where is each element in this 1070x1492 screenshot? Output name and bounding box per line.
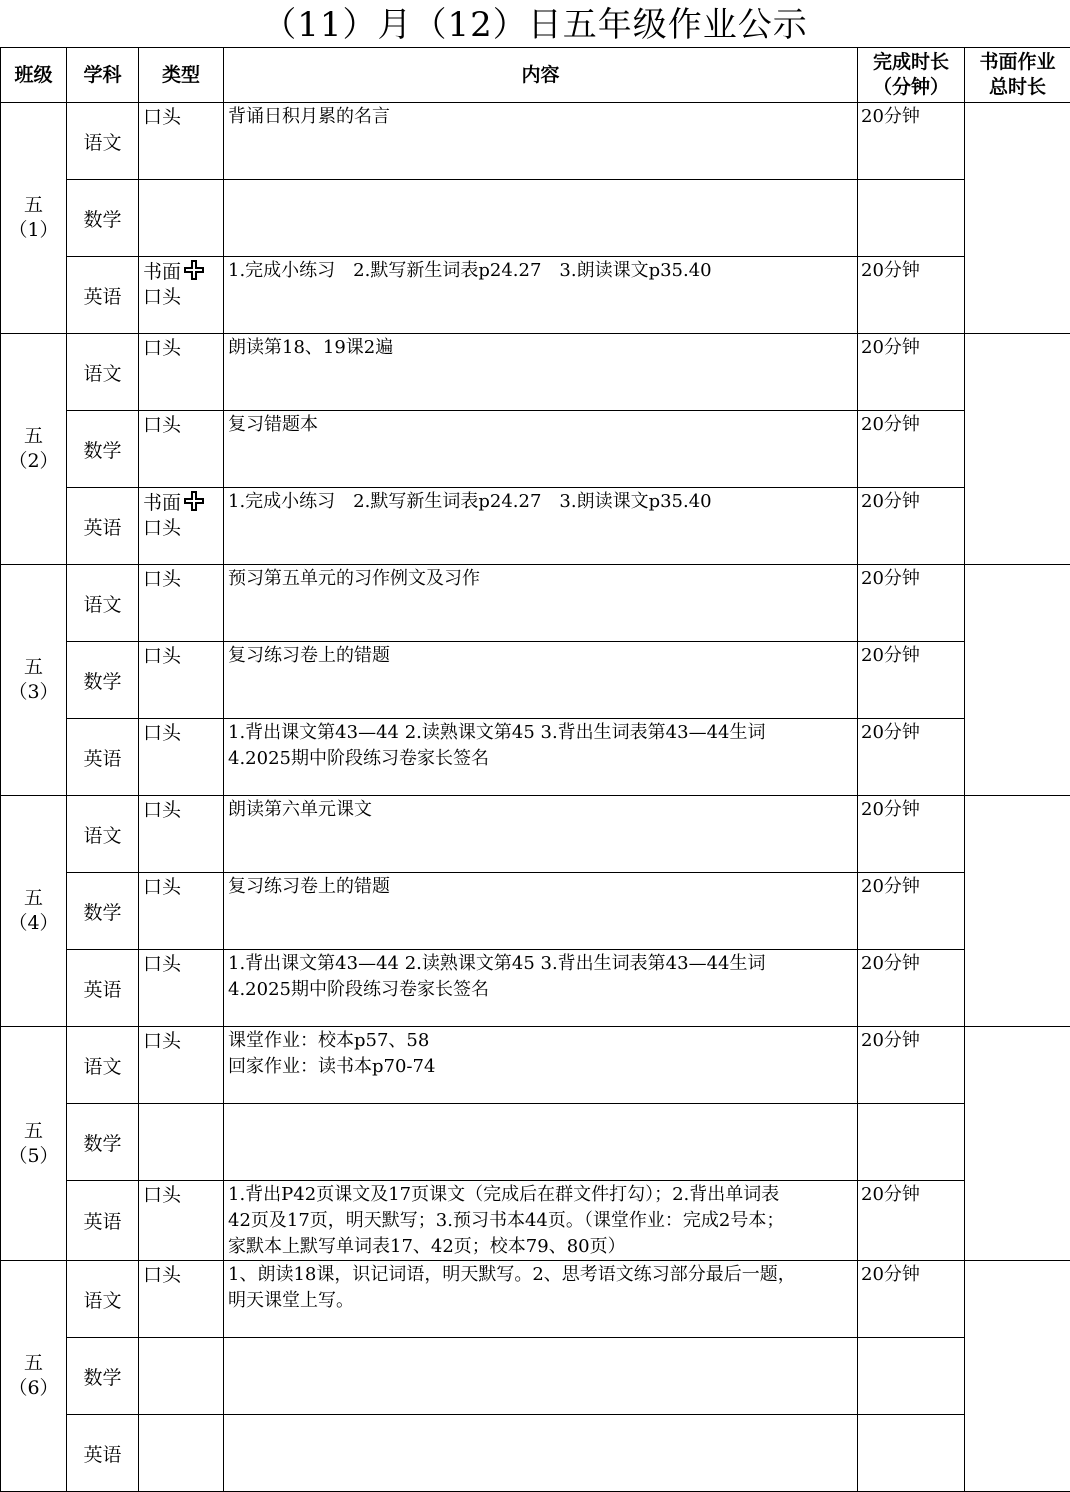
class-cell (1, 334, 67, 565)
content-cell (224, 180, 858, 257)
subject-cell: 数学 (67, 642, 139, 719)
subject-cell: 语文 (67, 1027, 139, 1104)
table-row (1, 719, 1070, 796)
table-row (1, 565, 1070, 642)
header-total-line2: 总时长 (965, 75, 1070, 100)
subject-cell: 数学 (67, 411, 139, 488)
content-line: 复习练习卷上的错题 (228, 643, 853, 669)
type-cell (139, 642, 224, 719)
content-cell (224, 796, 858, 873)
duration-cell (858, 180, 965, 257)
type-label: 书面 (143, 261, 181, 283)
type-label: 口头 (143, 876, 181, 898)
content-line: 家默本上默写单词表17、42页；校本79、80页） (228, 1234, 853, 1260)
subject-cell: 语文 (67, 796, 139, 873)
type-cell (139, 1027, 224, 1104)
duration-cell: 20分钟 (858, 796, 965, 873)
class-grade: 五 (1, 886, 66, 911)
content-cell (224, 565, 858, 642)
type-label: 口头 (143, 722, 181, 744)
subject-cell: 语文 (67, 103, 139, 180)
total-cell (965, 796, 1070, 1027)
content-cell (224, 1181, 858, 1261)
type-label: 口头 (143, 337, 181, 359)
content-line: 朗读第18、19课2遍 (228, 335, 853, 361)
type-cell (139, 334, 224, 411)
type-label: 口头 (143, 1184, 181, 1206)
table-row (1, 1338, 1070, 1415)
class-grade: 五 (1, 1351, 66, 1376)
content-cell (224, 1415, 858, 1492)
duration-cell: 20分钟 (858, 334, 965, 411)
header-subject: 学科 (67, 48, 139, 103)
subject-cell: 英语 (67, 950, 139, 1027)
subject-cell: 英语 (67, 1415, 139, 1492)
content-cell (224, 950, 858, 1027)
type-cell (139, 180, 224, 257)
content-cell (224, 1104, 858, 1181)
header-content: 内容 (224, 48, 858, 103)
class-grade: 五 (1, 1119, 66, 1144)
content-cell (224, 488, 858, 565)
subject-cell: 语文 (67, 1261, 139, 1338)
duration-cell: 20分钟 (858, 411, 965, 488)
subject-cell: 数学 (67, 180, 139, 257)
type-label: 口头 (143, 568, 181, 590)
content-cell (224, 719, 858, 796)
duration-cell (858, 1415, 965, 1492)
type-label: 口头 (143, 953, 181, 975)
content-cell (224, 257, 858, 334)
header-duration-line2: （分钟） (858, 75, 964, 100)
total-cell (965, 334, 1070, 565)
duration-cell: 20分钟 (858, 642, 965, 719)
type-label: 口头 (143, 1030, 181, 1052)
class-number: （5） (1, 1144, 66, 1169)
type-cell (139, 257, 224, 334)
duration-cell: 20分钟 (858, 950, 965, 1027)
subject-cell: 语文 (67, 565, 139, 642)
content-cell (224, 1261, 858, 1338)
duration-cell (858, 1104, 965, 1181)
class-cell (1, 103, 67, 334)
content-line: 背诵日积月累的名言 (228, 104, 853, 130)
header-class: 班级 (1, 48, 67, 103)
type-cell (139, 950, 224, 1027)
type-cell (139, 1181, 224, 1261)
header-type: 类型 (139, 48, 224, 103)
type-label-secondary: 口头 (143, 516, 223, 541)
content-line: 朗读第六单元课文 (228, 797, 853, 823)
content-line: 1.完成小练习 2.默写新生词表p24.27 3.朗读课文p35.40 (228, 489, 853, 515)
class-number: （4） (1, 911, 66, 936)
table-row (1, 873, 1070, 950)
table-row (1, 642, 1070, 719)
table-row (1, 796, 1070, 873)
table-row (1, 103, 1070, 180)
content-cell (224, 1027, 858, 1104)
table-row (1, 1104, 1070, 1181)
content-line: 4.2025期中阶段练习卷家长签名 (228, 977, 853, 1003)
type-cell (139, 488, 224, 565)
table-row (1, 488, 1070, 565)
total-cell (965, 565, 1070, 796)
type-label-secondary: 口头 (143, 285, 223, 310)
type-label: 口头 (143, 106, 181, 128)
type-label: 书面 (143, 492, 181, 514)
content-line: 1.背出课文第43—44 2.读熟课文第45 3.背出生词表第43—44生词 (228, 951, 853, 977)
content-cell (224, 411, 858, 488)
content-line: 复习练习卷上的错题 (228, 874, 853, 900)
plus-icon (183, 490, 205, 512)
class-cell (1, 1261, 67, 1492)
subject-cell: 数学 (67, 873, 139, 950)
total-cell (965, 103, 1070, 334)
duration-cell: 20分钟 (858, 719, 965, 796)
plus-icon (183, 259, 205, 281)
content-line: 42页及17页，明天默写；3.预习书本44页。（课堂作业：完成2号本； (228, 1208, 853, 1234)
content-line: 1.背出课文第43—44 2.读熟课文第45 3.背出生词表第43—44生词 (228, 720, 853, 746)
table-row (1, 411, 1070, 488)
table-row (1, 180, 1070, 257)
page-title: （11）月（12）日五年级作业公示 (0, 0, 1070, 48)
type-label: 口头 (143, 799, 181, 821)
content-line: 明天课堂上写。 (228, 1288, 853, 1314)
table-row (1, 1027, 1070, 1104)
type-label: 口头 (143, 1264, 181, 1286)
subject-cell: 英语 (67, 719, 139, 796)
type-cell (139, 873, 224, 950)
table-body (1, 103, 1070, 1492)
duration-cell: 20分钟 (858, 873, 965, 950)
type-cell (139, 796, 224, 873)
subject-cell: 英语 (67, 1181, 139, 1261)
type-cell (139, 1104, 224, 1181)
duration-cell: 20分钟 (858, 257, 965, 334)
table-row (1, 334, 1070, 411)
type-cell (139, 1415, 224, 1492)
duration-cell: 20分钟 (858, 488, 965, 565)
content-line: 1.背出P42页课文及17页课文（完成后在群文件打勾）；2.背出单词表 (228, 1182, 853, 1208)
content-cell (224, 1338, 858, 1415)
type-cell (139, 1261, 224, 1338)
class-cell (1, 565, 67, 796)
class-number: （6） (1, 1376, 66, 1401)
subject-cell: 数学 (67, 1104, 139, 1181)
duration-cell: 20分钟 (858, 1027, 965, 1104)
subject-cell: 英语 (67, 488, 139, 565)
subject-cell: 英语 (67, 257, 139, 334)
content-line: 回家作业：读书本p70-74 (228, 1054, 853, 1080)
header-row (1, 48, 1070, 103)
content-line: 1、朗读18课，识记词语，明天默写。2、思考语文练习部分最后一题， (228, 1262, 853, 1288)
type-label: 口头 (143, 414, 181, 436)
header-total (965, 48, 1070, 103)
type-cell (139, 565, 224, 642)
content-line: 4.2025期中阶段练习卷家长签名 (228, 746, 853, 772)
table-row (1, 1181, 1070, 1261)
table-row (1, 950, 1070, 1027)
class-cell (1, 796, 67, 1027)
class-number: （2） (1, 449, 66, 474)
total-cell (965, 1261, 1070, 1492)
header-duration (858, 48, 965, 103)
total-cell (965, 1027, 1070, 1261)
type-cell (139, 719, 224, 796)
type-cell (139, 1338, 224, 1415)
content-line: 课堂作业：校本p57、58 (228, 1028, 853, 1054)
class-number: （3） (1, 680, 66, 705)
header-total-line1: 书面作业 (965, 50, 1070, 75)
duration-cell: 20分钟 (858, 1181, 965, 1261)
subject-cell: 数学 (67, 1338, 139, 1415)
content-line: 复习错题本 (228, 412, 853, 438)
table-row (1, 1415, 1070, 1492)
homework-table (0, 47, 1070, 1492)
class-number: （1） (1, 218, 66, 243)
class-grade: 五 (1, 193, 66, 218)
class-cell (1, 1027, 67, 1261)
header-duration-line1: 完成时长 (858, 50, 964, 75)
class-grade: 五 (1, 655, 66, 680)
content-cell (224, 103, 858, 180)
class-grade: 五 (1, 424, 66, 449)
content-cell (224, 642, 858, 719)
duration-cell: 20分钟 (858, 565, 965, 642)
duration-cell: 20分钟 (858, 103, 965, 180)
table-row (1, 257, 1070, 334)
duration-cell: 20分钟 (858, 1261, 965, 1338)
duration-cell (858, 1338, 965, 1415)
table-row (1, 1261, 1070, 1338)
type-cell (139, 103, 224, 180)
subject-cell: 语文 (67, 334, 139, 411)
type-label: 口头 (143, 645, 181, 667)
content-line: 1.完成小练习 2.默写新生词表p24.27 3.朗读课文p35.40 (228, 258, 853, 284)
content-line: 预习第五单元的习作例文及习作 (228, 566, 853, 592)
content-cell (224, 873, 858, 950)
content-cell (224, 334, 858, 411)
type-cell (139, 411, 224, 488)
